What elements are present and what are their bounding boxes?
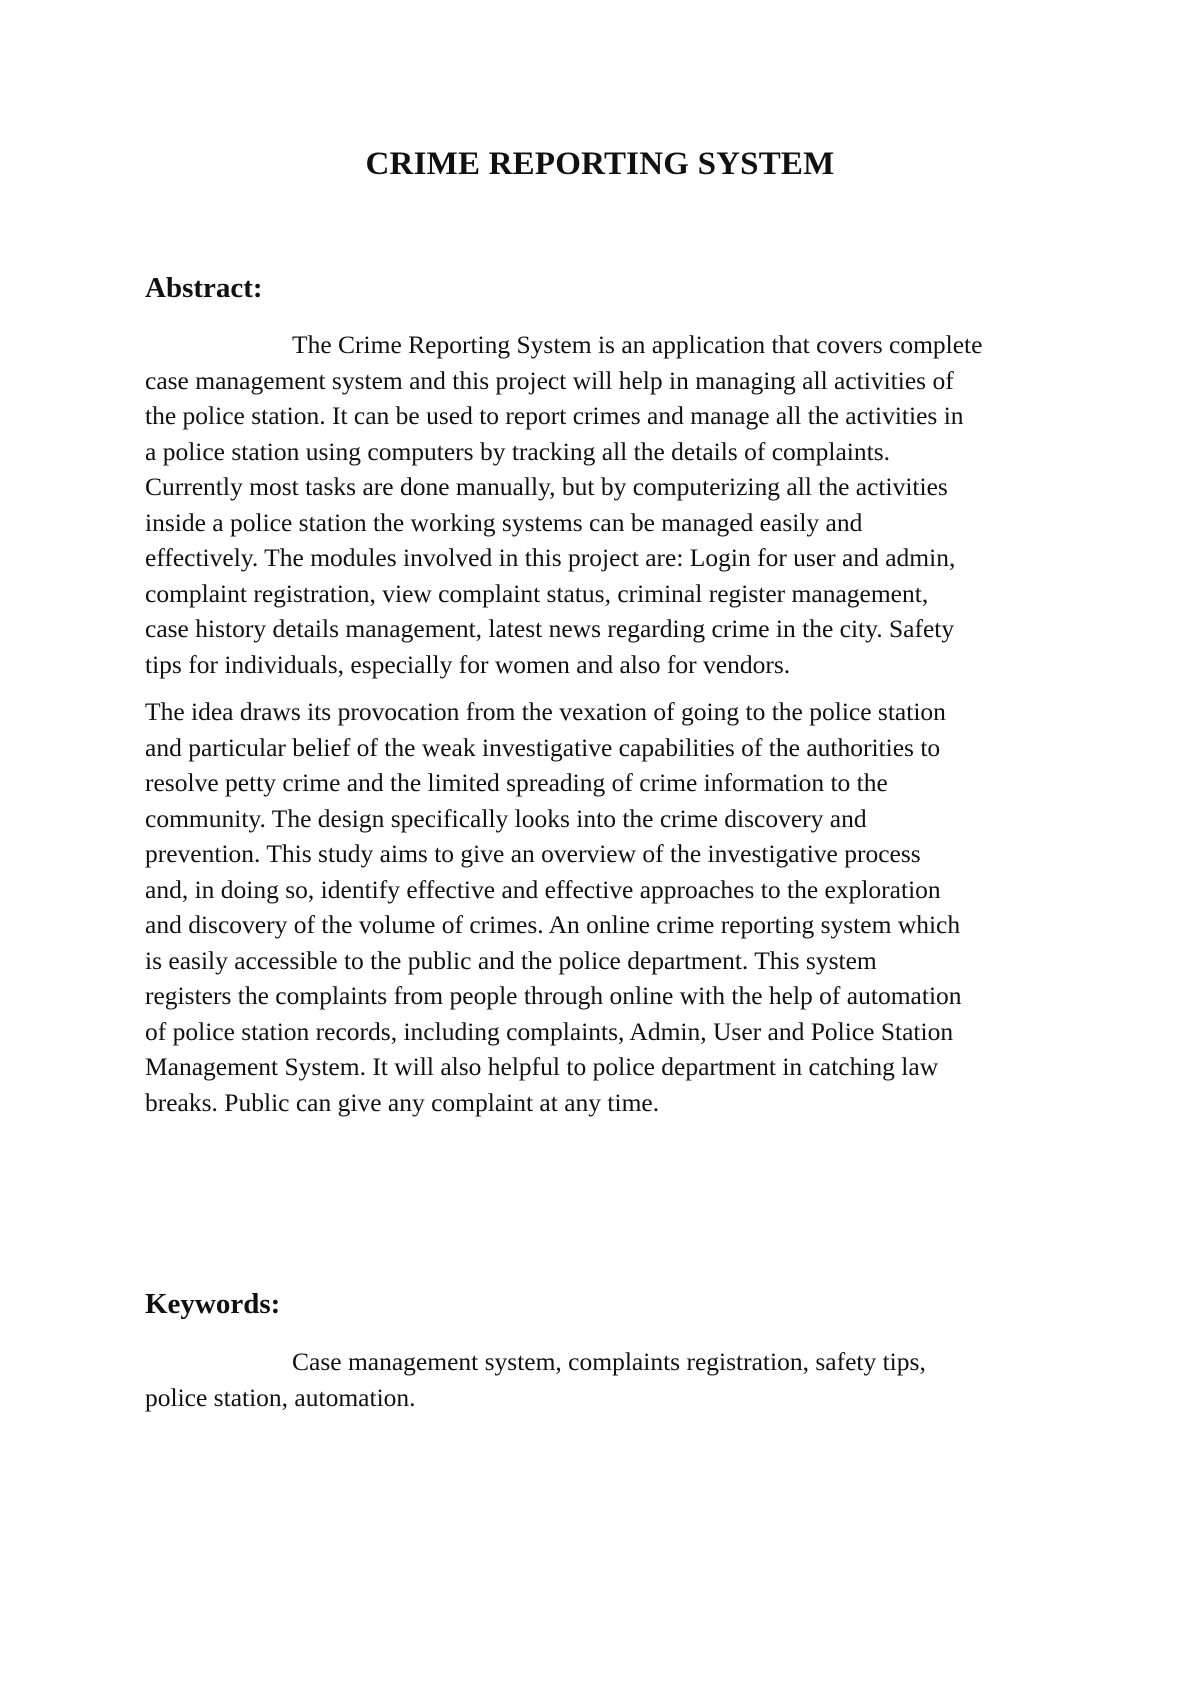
text-line: Management System. It will also helpful to police department in catching law	[145, 1052, 939, 1081]
keywords-heading: Keywords:	[145, 1288, 281, 1320]
text-line: case management system and this project will help in managing all activities of	[145, 365, 954, 395]
text-line: community. The design specifically looks into the crime discovery and	[145, 803, 867, 833]
text-line: and particular belief of the weak investigative capabilities of the authorities to	[145, 732, 941, 762]
text-line: and, in doing so, identify effective and effective approaches to the exploration	[145, 874, 941, 904]
text-line: a police station using computers by tracking all the details of complaints.	[145, 436, 890, 466]
document-title: CRIME REPORTING SYSTEM	[365, 146, 835, 182]
text-line: prevention. This study aims to give an overview of the investigative process	[145, 839, 921, 868]
text-line: inside a police station the working systems can be managed easily and	[145, 507, 863, 537]
text-line: is easily accessible to the public and the police department. This system	[145, 945, 877, 975]
text-line: breaks. Public can give any complaint at any time.	[145, 1087, 660, 1117]
text-line: effectively. The modules involved in this project are: Login for user and admin,	[145, 543, 956, 572]
text-line: The idea draws its provocation from the vexation of going to the police station	[145, 697, 946, 726]
text-line: case history details management, latest news regarding crime in the city. Safety	[145, 614, 955, 643]
abstract-heading: Abstract:	[145, 272, 263, 304]
abstract-paragraph-2	[145, 694, 1065, 1120]
text-line: resolve petty crime and the limited spreading of crime information to the	[145, 768, 888, 797]
keywords-paragraph	[145, 1344, 1065, 1415]
text-line: The Crime Reporting System is an application that covers complete	[292, 330, 983, 359]
abstract-paragraph-1	[145, 327, 1065, 682]
text-line: of police station records, including complaints, Admin, User and Police Station	[145, 1016, 954, 1046]
text-line: and discovery of the volume of crimes. An online crime reporting system which	[145, 910, 961, 939]
text-line: Case management system, complaints registration, safety tips,	[292, 1347, 926, 1376]
text-line: Currently most tasks are done manually, but by computerizing all the activities	[145, 472, 948, 501]
text-line: police station, automation.	[145, 1382, 416, 1412]
text-line: registers the complaints from people through online with the help of automation	[145, 981, 962, 1010]
text-line: tips for individuals, especially for women and also for vendors.	[145, 649, 791, 679]
text-line: complaint registration, view complaint status, criminal register management,	[145, 578, 929, 608]
text-line: the police station. It can be used to report crimes and manage all the activities in	[145, 401, 964, 430]
